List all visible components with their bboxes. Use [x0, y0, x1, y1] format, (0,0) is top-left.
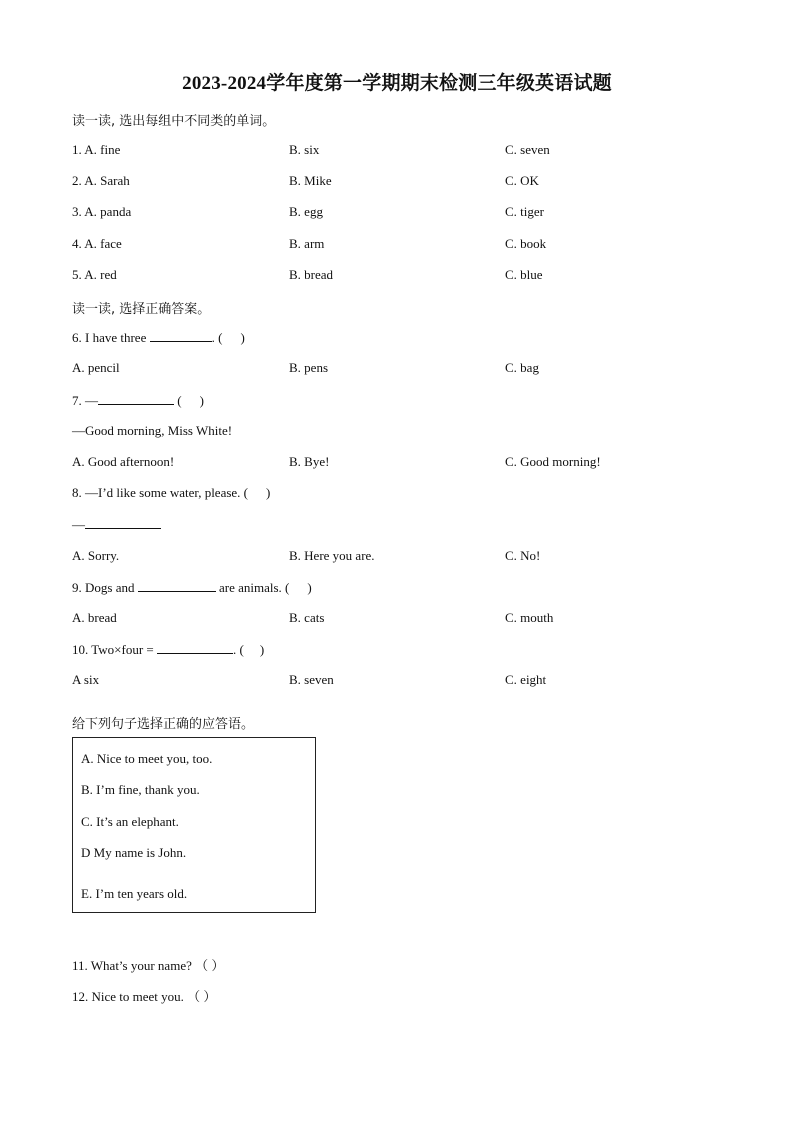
box-option-a: A. Nice to meet you, too.	[81, 751, 213, 766]
q10-paren-close: )	[259, 642, 265, 657]
q6-stem-after: . (	[211, 330, 223, 345]
q12-answer-slot[interactable]: （ ）	[187, 989, 217, 1004]
q7-options	[0, 454, 794, 472]
q3-option-b: B. egg	[289, 204, 323, 219]
q10-options	[0, 672, 794, 690]
q8-reply	[72, 516, 161, 533]
q8-stem-text: 8. —I’d like some water, please. (	[72, 485, 249, 500]
q5-option-c: C. blue	[505, 267, 543, 282]
q7-option-b: B. Bye!	[289, 454, 330, 469]
box-option-b: B. I’m fine, thank you.	[81, 782, 200, 797]
q11-stem	[72, 955, 224, 974]
q8-option-c: C. No!	[505, 548, 541, 563]
question-row-5	[0, 267, 794, 285]
q6-blank[interactable]	[150, 329, 212, 342]
q10-option-a: A six	[72, 672, 100, 687]
q12-stem-text: 12. Nice to meet you.	[72, 989, 184, 1004]
q1-option-b: B. six	[289, 142, 320, 157]
q6-option-b: B. pens	[289, 360, 328, 375]
q7-option-c: C. Good morning!	[505, 454, 601, 469]
q9-option-a: A. bread	[72, 610, 117, 625]
q6-option-a: A. pencil	[72, 360, 120, 375]
box-option-d: D My name is John.	[81, 845, 187, 860]
q8-reply-dash: —	[72, 517, 85, 532]
box-option-c: C. It’s an elephant.	[81, 814, 179, 829]
q7-option-a: A. Good afternoon!	[72, 454, 175, 469]
q2-option-b: B. Mike	[289, 173, 332, 188]
q11-stem-text: 11. What’s your name?	[72, 958, 192, 973]
q7-paren-close: )	[199, 393, 204, 408]
q3-option-c: C. tiger	[505, 204, 544, 219]
q10-option-c: C. eight	[505, 672, 547, 687]
q9-blank[interactable]	[138, 579, 216, 592]
q8-blank[interactable]	[85, 516, 161, 529]
question-row-1	[0, 142, 794, 160]
q5-option-b: B. bread	[289, 267, 334, 282]
q4-option-a: 4. A. face	[72, 236, 122, 251]
q8-option-a: A. Sorry.	[72, 548, 120, 563]
q7-stem-after: (	[174, 393, 182, 408]
page-title: 2023-2024学年度第一学期期末检测三年级英语试题	[182, 73, 612, 94]
section-3-heading: 给下列句子选择正确的应答语。	[72, 717, 255, 732]
section-1-heading: 读一读, 选出每组中不同类的单词。	[72, 114, 276, 129]
q9-paren-close: )	[307, 580, 312, 595]
q8-options	[0, 548, 794, 566]
question-row-2	[0, 173, 794, 191]
box-option-e: E. I’m ten years old.	[81, 886, 188, 901]
q8-paren-close: )	[266, 485, 271, 500]
q10-stem-after: . (	[233, 642, 244, 657]
question-row-4	[0, 236, 794, 254]
q2-option-a: 2. A. Sarah	[72, 173, 130, 188]
q6-stem	[72, 329, 245, 346]
q10-stem-text: 10. Two×four =	[72, 642, 154, 657]
q7-stem-text: 7. —	[72, 393, 98, 408]
answer-options-box	[72, 737, 316, 913]
q8-stem	[72, 485, 270, 501]
q9-options	[0, 610, 794, 628]
q8-option-b: B. Here you are.	[289, 548, 375, 563]
q1-option-c: C. seven	[505, 142, 550, 157]
q9-option-b: B. cats	[289, 610, 325, 625]
q9-stem-text: 9. Dogs and	[72, 580, 135, 595]
q5-option-a: 5. A. red	[72, 267, 117, 282]
q3-option-a: 3. A. panda	[72, 204, 132, 219]
q7-blank[interactable]	[98, 392, 174, 405]
q10-option-b: B. seven	[289, 672, 334, 687]
q6-options	[0, 360, 794, 378]
q9-stem	[72, 579, 312, 596]
q10-blank[interactable]	[157, 641, 233, 654]
q2-option-c: C. OK	[505, 173, 539, 188]
q7-reply: —Good morning, Miss White!	[72, 423, 233, 438]
q6-paren-close: )	[240, 330, 245, 345]
q7-stem	[72, 392, 204, 409]
q6-option-c: C. bag	[505, 360, 539, 375]
section-2-heading: 读一读, 选择正确答案。	[72, 302, 211, 317]
q9-option-c: C. mouth	[505, 610, 554, 625]
q1-option-a: 1. A. fine	[72, 142, 121, 157]
q4-option-b: B. arm	[289, 236, 325, 251]
question-row-3	[0, 204, 794, 222]
q6-stem-text: 6. I have three	[72, 330, 147, 345]
q11-answer-slot[interactable]: （ ）	[195, 958, 225, 973]
q4-option-c: C. book	[505, 236, 547, 251]
q9-stem-after: are animals. (	[218, 580, 290, 595]
q10-stem	[72, 641, 264, 658]
q12-stem	[72, 986, 216, 1005]
